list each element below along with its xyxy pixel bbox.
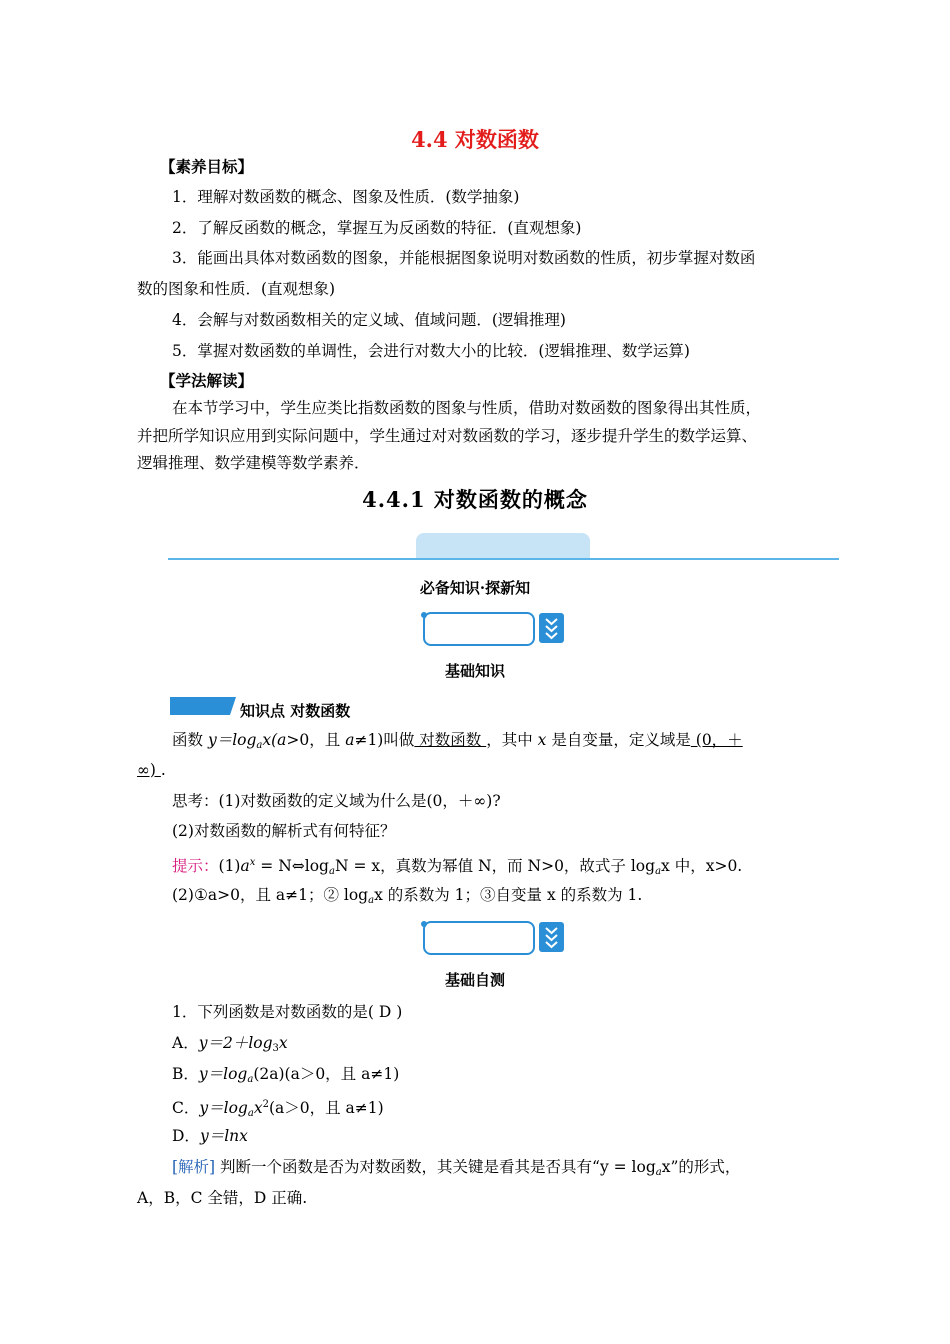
method-line-3: 逻辑推理、数学建模等数学素养．: [137, 454, 370, 472]
goal-item-5: 5．掌握对数函数的单调性，会进行对数大小的比较．(逻辑推理、数学运算): [172, 342, 690, 360]
definition-line-cont: ∞) .: [137, 761, 166, 779]
banner-divider: [168, 558, 839, 560]
hint-label: 提示：: [172, 857, 219, 875]
self-test-pill-box: [423, 921, 535, 955]
blank-domain-part1: (0，＋: [690, 731, 743, 749]
chevrons-down-icon: [539, 613, 564, 643]
think-question-2: (2)对数函数的解析式有何特征？: [172, 822, 396, 840]
basic-knowledge-heading: 基础知识: [444, 662, 505, 680]
method-line-1: 在本节学习中，学生应类比指数函数的图象与性质，借助对数函数的图象得出其性质，: [172, 399, 762, 417]
goal-item-2: 2．了解反函数的概念，掌握互为反函数的特征．(直观想象): [172, 219, 582, 237]
goal-item-1: 1．理解对数函数的概念、图象及性质．(数学抽象): [172, 188, 520, 206]
hint-line-1: 提示：$(1)a^x$ = $N\Leftrightarrow\log_aN = x$，真数为幂值 N，而 N>0，故式子 $\log_ax$ 中，x>0.: [172, 857, 743, 877]
hint-line-2: (2)①a>0，且 a≠1；② $\log_ax$ 的系数为 1；③自变量 x 的系数为 1.: [172, 886, 643, 906]
goal-item-3: 3．能画出具体对数函数的图象，并能根据图象说明对数函数的性质，初步掌握对数函: [172, 249, 756, 267]
quiz-option-d: D．y＝lnx: [172, 1127, 248, 1145]
banner-label: 必备知识·探新知: [419, 579, 531, 597]
self-test-heading: 基础自测: [444, 971, 505, 989]
goal-item-3-cont: 数的图象和性质．(直观想象): [137, 280, 336, 298]
definition-line: 函数 $y=\log_ax(a>0$，且 a≠1)叫做 对数函数 ，其中 x 是自变量，定义域是 (0，＋: [172, 731, 743, 751]
knowledge-point-marker-icon: [170, 697, 236, 715]
analysis-label: [解析]: [172, 1158, 216, 1176]
method-heading: 【学法解读】: [160, 371, 254, 390]
pill-dot-icon: [421, 612, 427, 618]
analysis-line-1: [解析] 判断一个函数是否为对数函数，其关键是看其是否具有“$y = \log_ax$”的形式，: [172, 1158, 741, 1178]
quiz-option-a: A．$y=2+\log_3x$: [172, 1034, 288, 1054]
goal-item-4: 4．会解与对数函数相关的定义域、值域问题．(逻辑推理): [172, 311, 566, 329]
banner-tab: [416, 533, 590, 559]
think-question-1: 思考：(1)对数函数的定义域为什么是(0，＋∞)?: [172, 792, 501, 810]
quiz-option-b: B．$y=\log_a(2a)(a>0$，且 a≠1): [172, 1065, 400, 1085]
chevrons-down-icon: [539, 922, 564, 952]
section-title: 4.4.1 对数函数的概念: [362, 487, 588, 512]
pill-dot-icon: [421, 921, 427, 927]
quiz-question: 1．下列函数是对数函数的是( D ): [172, 1003, 403, 1021]
page-title: 4.4 对数函数: [411, 127, 539, 152]
goals-heading: 【素养目标】: [160, 157, 254, 176]
blank-logarithmic-function: 对数函数: [414, 731, 487, 749]
analysis-line-2: A，B，C 全错，D 正确.: [137, 1189, 308, 1207]
section-pill-box: [423, 612, 535, 646]
knowledge-point-label: 知识点 对数函数: [240, 702, 351, 720]
quiz-option-c: C．$y=\log_ax^2(a>0$，且 a≠1): [172, 1099, 384, 1119]
blank-domain-part2: ∞): [137, 761, 161, 779]
method-line-2: 并把所学知识应用到实际问题中，学生通过对对数函数的学习，逐步提升学生的数学运算、: [137, 427, 758, 445]
